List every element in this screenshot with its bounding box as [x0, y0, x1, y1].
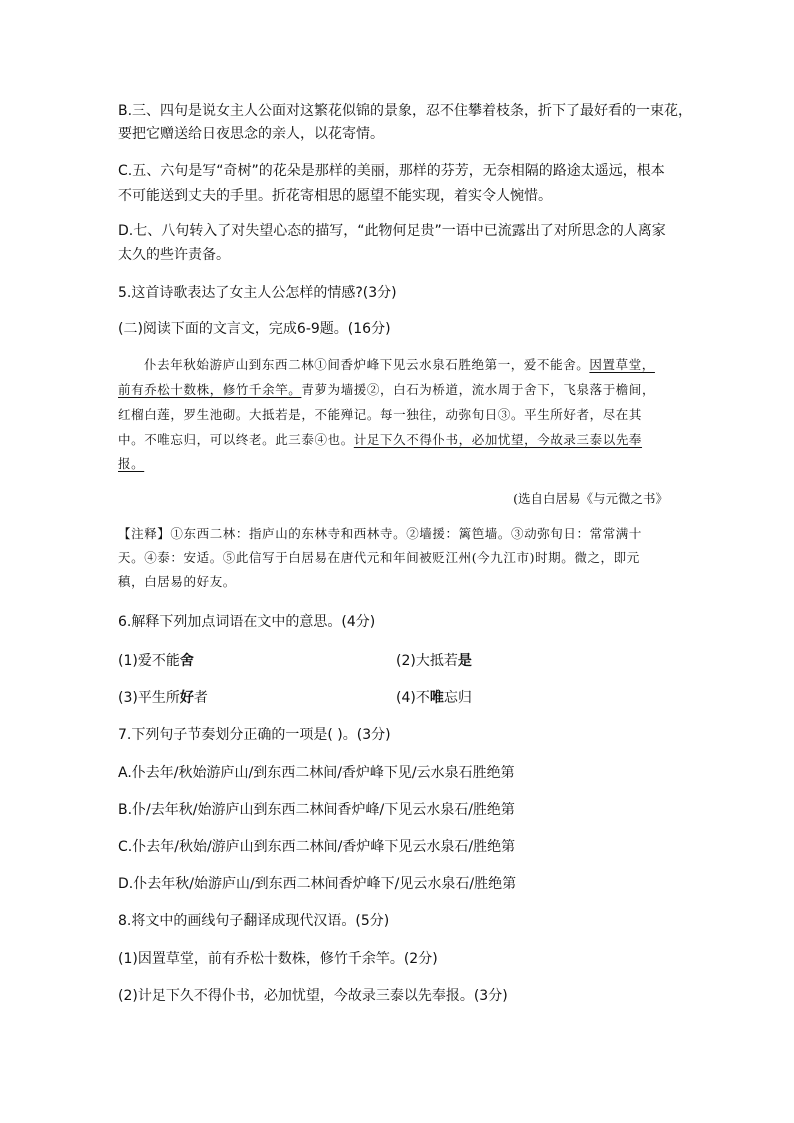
passage-line-2: [118, 382, 694, 398]
question-5: 5.这首诗歌表达了女主人公怎样的情感?(3分): [118, 285, 397, 301]
q6-item-1: (1)爱不能舍: [118, 653, 194, 669]
dotted-word: 是: [457, 653, 472, 669]
q8-item-1: (1)因置草堂，前有乔松十数株，修竹千余竿。(2分): [118, 951, 438, 967]
section-2-heading: (二)阅读下面的文言文，完成6-9题。(16分): [118, 321, 391, 337]
passage-source: (选自白居易《与元微之书》: [513, 491, 668, 506]
q6-item-4: (4)不唯忘归: [396, 690, 472, 706]
option-c-line2: 不可能送到丈夫的手里。折花寄相思的愿望不能实现，着实令人惋惜。: [118, 188, 552, 204]
passage-line-1: [118, 357, 720, 373]
notes-line-2: 天。④泰：安适。⑤此信写于白居易在唐代元和年间被贬江州(今九江市)时期。微之，即元: [118, 550, 640, 565]
q8-item-2: (2)计足下久不得仆书，必加忧望，今故录三泰以先奉报。(3分): [118, 988, 508, 1004]
dotted-word: 唯: [429, 690, 444, 706]
passage-text: 中。不唯忘归，可以终老。此三泰④也。: [118, 432, 354, 447]
dotted-word: 舍: [179, 653, 194, 669]
q7-option-c: C.仆去年/秋始/游庐山到东西二林间/香炉峰下见云水泉石/胜绝第: [118, 839, 516, 855]
underlined-sentence: 计足下久不得仆书，必加忧望，今故录三泰以先奉: [353, 432, 643, 447]
underlined-sentence: 前有乔松十数株，修竹千余竿。: [118, 382, 302, 397]
option-d-line1: D.七、八句转入了对失望心态的描写，“此物何足贵”一语中已流露出了对所思念的人离家: [118, 223, 666, 239]
question-7: 7.下列句子节奏划分正确的一项是( )。(3分): [118, 727, 391, 743]
question-8: 8.将文中的画线句子翻译成现代汉语。(5分): [118, 913, 390, 929]
option-b-line1: B.三、四句是说女主人公面对这繁花似锦的景象，忍不住攀着枝条，折下了最好看的一束花，: [118, 103, 693, 119]
passage-line-4: [118, 432, 694, 448]
passage-text: 青萝为墙援②，白石为桥道，流水周于舍下，飞泉落于檐间，: [301, 382, 656, 397]
passage-line-5: [118, 456, 694, 472]
q7-option-b: B.仆/去年秋/始游庐山到东西二林间香炉峰/下见云水泉石/胜绝第: [118, 802, 515, 818]
dotted-word: 好: [179, 690, 194, 706]
q7-option-a: A.仆去年/秋始游庐山/到东西二林间/香炉峰下见/云水泉石胜绝第: [118, 765, 515, 781]
passage-text: 仆去年秋始游庐山到东西二林①间香炉峰下见云水泉石胜绝第一，爱不能舍。: [144, 357, 590, 372]
q6-item-3: (3)平生所好者: [118, 690, 208, 706]
underlined-sentence: 报。: [118, 456, 145, 471]
q6-item-2: (2)大抵若是: [396, 653, 472, 669]
passage-line-3: 红榴白莲，罗生池砌。大抵若是，不能殚记。每一独往，动弥旬日③。平生所好者，尽在其: [118, 407, 643, 422]
question-6: 6.解释下列加点词语在文中的意思。(4分): [118, 614, 376, 630]
notes-line-1: 【注释】①东西二林：指庐山的东林寺和西林寺。②墙援：篱笆墙。③动弥旬日：常常满十: [118, 526, 643, 541]
q7-option-d: D.仆去年秋/始游庐山/到东西二林间香炉峰下/见云水泉石/胜绝第: [118, 876, 517, 892]
underlined-sentence: 因置草堂，: [589, 357, 655, 372]
notes-line-3: 稹，白居易的好友。: [118, 574, 236, 589]
option-c-line1: C.五、六句是写“奇树”的花朵是那样的美丽，那样的芬芳，无奈相隔的路途太遥远，根本: [118, 163, 665, 179]
option-d-line2: 太久的些许责备。: [118, 247, 230, 263]
option-b-line2: 要把它赠送给日夜思念的亲人，以花寄情。: [118, 126, 384, 142]
